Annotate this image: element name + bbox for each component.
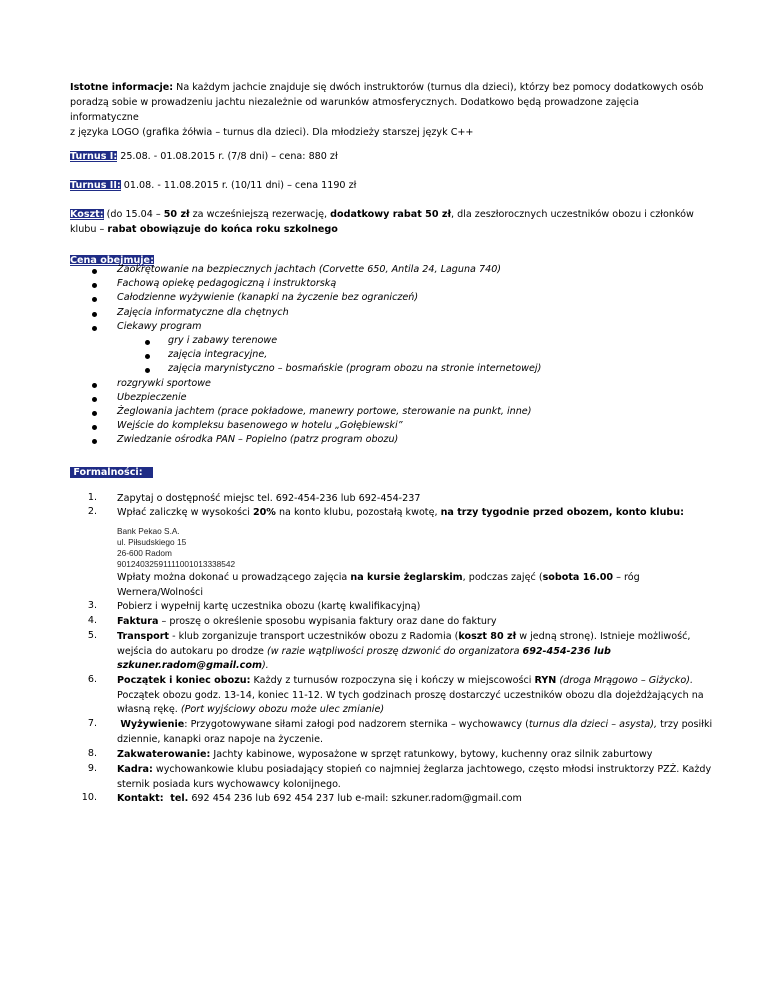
- item-2-text-c: na konto klubu, pozostałą kwotę,: [275, 507, 441, 518]
- bullet-icon: [92, 397, 97, 402]
- item-number-4: 4.: [87, 615, 97, 626]
- item-8-text: Jachty kabinowe, wyposażone w sprzęt ratunkowy, bytowy, kuchenny oraz silnik zaburtowy: [210, 749, 653, 760]
- item-8-bold: Zakwaterowanie:: [117, 749, 211, 760]
- item-number-9: 9.: [87, 763, 97, 774]
- intro-paragraph: [70, 80, 710, 140]
- list-item: gry i zabawy terenowe: [168, 335, 278, 346]
- item-2: [117, 506, 717, 521]
- list-item: Żeglowania jachtem (prace pokładowe, manewry portowe, sterowanie na punkt, inne): [117, 406, 532, 417]
- item-5-bold-a: Transport: [117, 631, 170, 642]
- list-item: Zaokrętowanie na bezpiecznych jachtach (Corvette 650, Antila 24, Laguna 740): [117, 264, 502, 275]
- turnus-2-text: 01.08. - 11.08.2015 r. (10/11 dni) – cena 1190 zł: [120, 180, 357, 191]
- item-6-italic-d: (droga Mrągowo – Giżycko).: [556, 675, 694, 686]
- list-item: Zajęcia informatyczne dla chętnych: [117, 306, 289, 318]
- formalnosci-section: [70, 465, 710, 480]
- bullet-icon: [92, 425, 97, 430]
- item-5: [117, 630, 717, 674]
- turnus-2-label: Turnus II:: [70, 180, 121, 191]
- item-6-italic-g: (Port wyjściowy obozu może ulec zmianie): [180, 704, 385, 716]
- item-9-line-2: sternik posiada kurs wychowawcy kolonijnego.: [117, 778, 341, 790]
- list-item: Zwiedzanie ośrodka PAN – Popielno (patrz program obozu): [117, 434, 399, 446]
- turnus-1: [70, 149, 710, 164]
- bullet-icon: [145, 340, 150, 345]
- item-5-phone: 692-454-236 lub: [522, 645, 611, 657]
- bank-details: [117, 526, 235, 570]
- bank-line-3: 26-600 Radom: [117, 548, 172, 558]
- cena-label: Cena obejmuje:: [70, 255, 154, 266]
- koszt-text-4: klubu –: [70, 224, 108, 235]
- item-5-italic-f: (w razie wątpliwości proszę dzwonić do organizatora: [267, 645, 523, 657]
- item-6: [117, 674, 717, 718]
- list-item: Całodzienne wyżywienie (kanapki na życzenie bez ograniczeń): [117, 292, 419, 304]
- item-number-3: 3.: [87, 600, 97, 611]
- item-5-text-d: w jedną stronę). Istnieje możliwość,: [516, 631, 691, 642]
- koszt-bold-3: rabat obowiązuje do końca roku szkolnego: [107, 224, 338, 235]
- item-5-italic-i: ).: [261, 660, 269, 672]
- item-6-line-2: Początek obozu godz. 13-14, koniec 11-12. W tych godzinach proszę dostarczyć uczestników obozu dla dojeżdżających na: [117, 689, 704, 701]
- list-item: Wejście do kompleksu basenowego w hotelu „Gołębiewski”: [117, 420, 403, 432]
- item-10-bold-a: Kontakt:: [117, 793, 164, 804]
- list-item: rozgrywki sportowe: [117, 377, 211, 389]
- item-7-text-d: trzy posiłki: [657, 719, 713, 730]
- koszt-label: Koszt:: [70, 209, 104, 220]
- item-number-7: 7.: [87, 718, 97, 729]
- bullet-icon: [145, 368, 150, 373]
- wplaty-text-c: , podczas zajęć (: [462, 572, 543, 583]
- intro-line2: poradzą sobie w prowadzeniu jachtu niezależnie od warunków atmosferycznych. Dodatkowo będą prowadzone zajęcia informatyczne: [70, 97, 639, 123]
- koszt-bold-1: 50 zł: [163, 209, 190, 220]
- item-10-contact: 692 454 236 lub 692 454 237 lub e-mail: szkuner.radom@gmail.com: [188, 793, 522, 804]
- item-10: [117, 792, 717, 807]
- item-number-6: 6.: [87, 674, 97, 685]
- item-number-8: 8.: [87, 748, 97, 759]
- item-7-bold-a: Wyżywienie: [117, 719, 185, 730]
- item-9-bold: Kadra:: [117, 764, 153, 775]
- list-item: Fachową opiekę pedagogiczną i instruktorską: [117, 278, 337, 290]
- intro-label: Istotne informacje:: [70, 82, 174, 93]
- bullet-icon: [92, 411, 97, 416]
- bank-line-2: ul. Piłsudskiego 15: [117, 537, 187, 547]
- item-5-text-e: wejścia do autokaru po drodze: [117, 645, 268, 657]
- item-number-5: 5.: [87, 630, 97, 641]
- item-number-2: 2.: [87, 506, 97, 517]
- item-7-italic-c: turnus dla dzieci – asysta),: [528, 719, 658, 730]
- item-9-text: wychowankowie klubu posiadający stopień co najmniej żeglarza jachtowego, często młodsi instruktorzy PZŻ. Każdy: [152, 764, 712, 775]
- koszt-text-1: (do 15.04 –: [103, 209, 164, 220]
- bullet-icon: [92, 269, 97, 274]
- intro-line3: z języka LOGO (grafika żółwia – turnus dla dzieci). Dla młodzieży starszej język C++: [70, 127, 474, 138]
- item-4: [117, 615, 717, 630]
- item-6-text-b: Każdy z turnusów rozpoczyna się i kończy w miejscowości: [250, 675, 535, 686]
- item-number-1: 1.: [87, 492, 97, 503]
- item-7-line-2: dziennie, kanapki oraz napoje na życzenie.: [117, 733, 324, 745]
- bank-account-number: 90124032591111001013338542: [117, 559, 236, 569]
- item-6-text-f: własną rękę.: [117, 704, 181, 716]
- wplaty-line-2: Wernera/Wolności: [117, 586, 203, 598]
- item-7-text-b: : Przygotowywane siłami załogi pod nadzorem sternika – wychowawcy (: [184, 719, 529, 730]
- item-5-text-b: - klub zorganizuje transport uczestników obozu z Radomia (: [169, 631, 459, 642]
- list-item: zajęcia integracyjne,: [168, 349, 268, 361]
- wplaty-paragraph: [117, 571, 717, 600]
- item-number-10: 10.: [81, 792, 97, 803]
- item-1: Zapytaj o dostępność miejsc tel. 692-454-236 lub 692-454-237: [117, 493, 421, 504]
- wplaty-text-e: – róg: [613, 572, 640, 583]
- item-2-text-a: Wpłać zaliczkę w wysokości: [117, 507, 253, 518]
- item-9: [117, 763, 717, 792]
- item-6-bold-c: RYN: [534, 675, 557, 686]
- bullet-icon: [92, 283, 97, 288]
- list-item: zajęcia marynistyczno – bosmańskie (program obozu na stronie internetowej): [168, 363, 542, 375]
- item-6-bold-a: Początek i koniec obozu:: [117, 675, 251, 686]
- list-item: Ciekawy program: [117, 320, 202, 332]
- list-item: Ubezpieczenie: [117, 391, 187, 403]
- bullet-icon: [92, 312, 97, 317]
- koszt-paragraph: [70, 207, 720, 237]
- item-2-bold-b: 20%: [252, 507, 276, 518]
- item-3: Pobierz i wypełnij kartę uczestnika obozu (kartę kwalifikacyjną): [117, 601, 421, 612]
- bullet-icon: [92, 297, 97, 302]
- item-10-bold-b: tel.: [163, 793, 189, 804]
- item-5-email: szkuner.radom@gmail.com: [117, 660, 262, 672]
- bank-line-1: Bank Pekao S.A.: [117, 526, 180, 536]
- item-2-bold-d: na trzy tygodnie przed obozem, konto klubu:: [440, 507, 684, 518]
- turnus-2: [70, 178, 710, 193]
- item-4-bold: Faktura: [117, 616, 159, 627]
- item-5-bold-c: koszt 80 zł: [458, 631, 517, 642]
- item-7: [117, 718, 717, 747]
- koszt-text-3: , dla zeszłorocznych uczestników obozu i członków: [451, 209, 694, 220]
- bullet-icon: [92, 326, 97, 331]
- koszt-bold-2: dodatkowy rabat 50 zł: [330, 209, 452, 220]
- wplaty-text-a: Wpłaty można dokonać u prowadzącego zajęcia: [117, 572, 351, 583]
- wplaty-bold-b: na kursie żeglarskim: [350, 572, 463, 583]
- turnus-1-text: 25.08. - 01.08.2015 r. (7/8 dni) – cena: 880 zł: [117, 151, 338, 162]
- formalnosci-label: Formalności:: [70, 467, 153, 478]
- turnus-1-label: Turnus I:: [70, 151, 118, 162]
- bullet-icon: [92, 383, 97, 388]
- wplaty-bold-d: sobota 16.00: [542, 572, 614, 583]
- bullet-icon: [92, 439, 97, 444]
- koszt-text-2: za wcześniejszą rezerwację,: [189, 209, 331, 220]
- item-4-text: – proszę o określenie sposobu wypisania faktury oraz dane do faktury: [158, 616, 497, 627]
- bullet-icon: [145, 354, 150, 359]
- item-8: [117, 748, 717, 763]
- intro-line1: Na każdym jachcie znajduje się dwóch instruktorów (turnus dla dzieci), którzy bez pomocy dodatkowych osób: [173, 82, 704, 93]
